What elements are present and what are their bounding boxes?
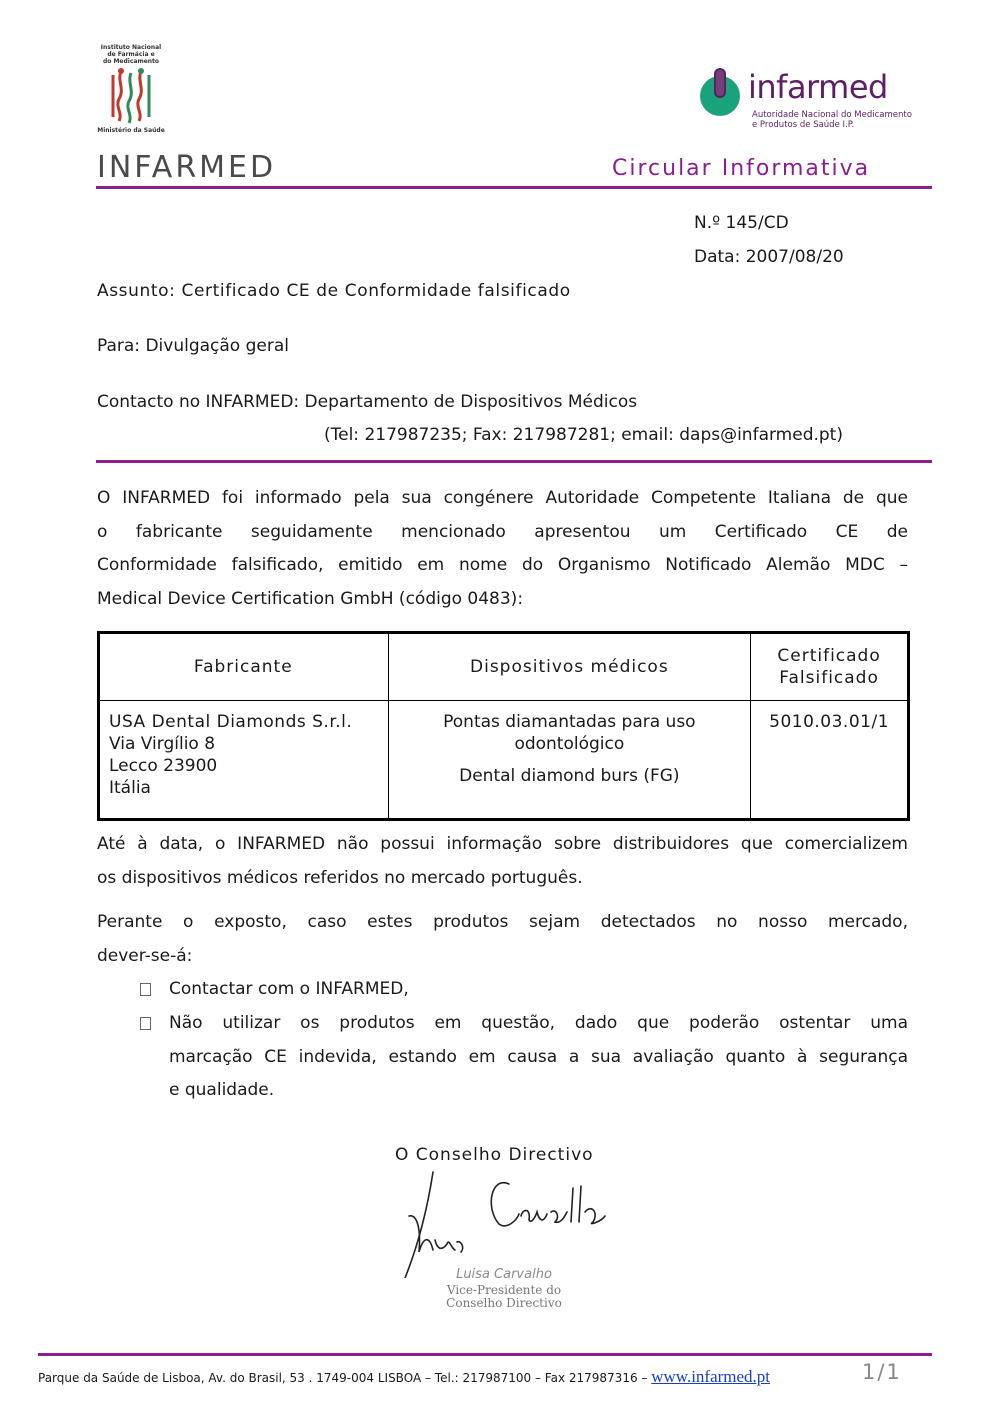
distribution-paragraph — [97, 828, 908, 895]
header-devices: Dispositivos médicos — [388, 633, 751, 701]
manufacturer-country: Itália — [109, 778, 151, 798]
website-link[interactable]: www.infarmed.pt — [651, 1367, 771, 1386]
logo-left-line-3: do Medicamento — [102, 58, 160, 65]
bullet2-line-3: e qualidade. — [169, 1080, 275, 1100]
header-rule — [96, 186, 932, 189]
para3-line-2: dever-se-á: — [97, 945, 193, 966]
footer-address — [38, 1367, 770, 1387]
logo-left-bottom: Ministério da Saúde — [97, 127, 165, 134]
stamp-role-1: Vice-Presidente do — [446, 1283, 562, 1297]
footer-address-text: Parque da Saúde de Lisboa, Av. do Brasil, 53 . 1749-004 LISBOA – Tel.: 217987100 – Fax 217987316 – — [38, 1371, 652, 1385]
meta-rule — [96, 460, 932, 463]
infarmed-logo-icon — [696, 68, 746, 118]
action-paragraph — [97, 906, 908, 973]
device-pt-line-2: odontológico — [514, 734, 625, 754]
manufacturer-street: Via Virgílio 8 — [109, 734, 216, 754]
para2-line-1: Até à data, o INFARMED não possui informação sobre distribuidores que comercializem — [97, 834, 908, 854]
header-certificate-line-2: Falsificado — [779, 668, 879, 688]
intro-line-1: O INFARMED foi informado pela sua congénere Autoridade Competente Italiana de que — [97, 488, 908, 508]
intro-line-3: Conformidade falsificado, emitido em nome do Organismo Notificado Alemão MDC – — [97, 555, 908, 575]
manufacturer-cell — [99, 701, 389, 820]
bullet1-text: Contactar com o INFARMED, — [169, 979, 409, 999]
intro-paragraph — [97, 482, 908, 616]
subject: Assunto: Certificado CE de Conformidade falsificado — [97, 281, 571, 301]
logo-left-line-1: Instituto Nacional — [100, 44, 162, 51]
intro-line-4: Medical Device Certification GmbH (código 0483): — [97, 588, 524, 609]
brand-name: infarmed — [748, 68, 888, 106]
caduceus-figures-icon — [107, 67, 155, 125]
intro-line-2: o fabricante seguidamente mencionado apresentou um Certificado CE de — [97, 521, 908, 542]
manufacturer-city: Lecco 23900 — [109, 756, 218, 776]
logo-left-line-2: de Farmácia e — [107, 51, 155, 58]
device-en: Dental diamond burs (FG) — [459, 766, 680, 786]
manufacturer-name: USA Dental Diamonds S.r.l. — [109, 712, 353, 732]
bullet2-text — [169, 1007, 908, 1108]
brand-sub-line-1: Autoridade Nacional do Medicamento — [752, 110, 912, 120]
footer-rule — [38, 1353, 932, 1356]
brand-subtitle — [752, 110, 912, 130]
page-number: 1/1 — [862, 1360, 902, 1384]
handwritten-signature — [395, 1168, 615, 1278]
recipients: Para: Divulgação geral — [97, 336, 289, 356]
doc-org-title: INFARMED — [97, 150, 277, 185]
ministry-logo — [96, 44, 166, 134]
certificate-number: 5010.03.01/1 — [751, 701, 909, 820]
stamp-role-2: Conselho Directivo — [446, 1296, 562, 1310]
header-manufacturer: Fabricante — [99, 633, 389, 701]
falsified-certificate-table — [97, 631, 910, 821]
action-item-do-not-use — [140, 1007, 908, 1108]
contact: Contacto no INFARMED: Departamento de Dispositivos Médicos — [97, 392, 638, 412]
circular-date: Data: 2007/08/20 — [694, 247, 844, 267]
bullet-box-icon — [140, 1017, 151, 1030]
contact-details: (Tel: 217987235; Fax: 217987281; email: daps@infarmed.pt) — [324, 425, 843, 445]
signature-heading: O Conselho Directivo — [395, 1145, 594, 1165]
header-certificate-line-1: Certificado — [777, 646, 881, 666]
stamp-name: Luisa Carvalho — [456, 1267, 552, 1282]
signature-block — [395, 1168, 615, 1318]
action-item-contact — [140, 973, 908, 1007]
device-pt-line-1: Pontas diamantadas para uso — [443, 712, 696, 732]
para3-line-1: Perante o exposto, caso estes produtos sejam detectados no nosso mercado, — [97, 912, 908, 932]
device-cell — [388, 701, 751, 820]
table-row — [99, 701, 909, 820]
brand-sub-line-2: e Produtos de Saúde I.P. — [752, 120, 855, 130]
para2-line-2: os dispositivos médicos referidos no mercado português. — [97, 867, 583, 888]
doc-type-title: Circular Informativa — [612, 156, 871, 181]
header-certificate — [751, 633, 909, 701]
table-header-row — [99, 633, 909, 701]
circular-number: N.º 145/CD — [694, 213, 789, 233]
bullet2-line-1: Não utilizar os produtos em questão, dado que poderão ostentar uma — [169, 1013, 908, 1033]
bullet2-line-2: marcação CE indevida, estando em causa a sua avaliação quanto à segurança — [169, 1046, 908, 1067]
bullet-box-icon — [140, 983, 151, 996]
